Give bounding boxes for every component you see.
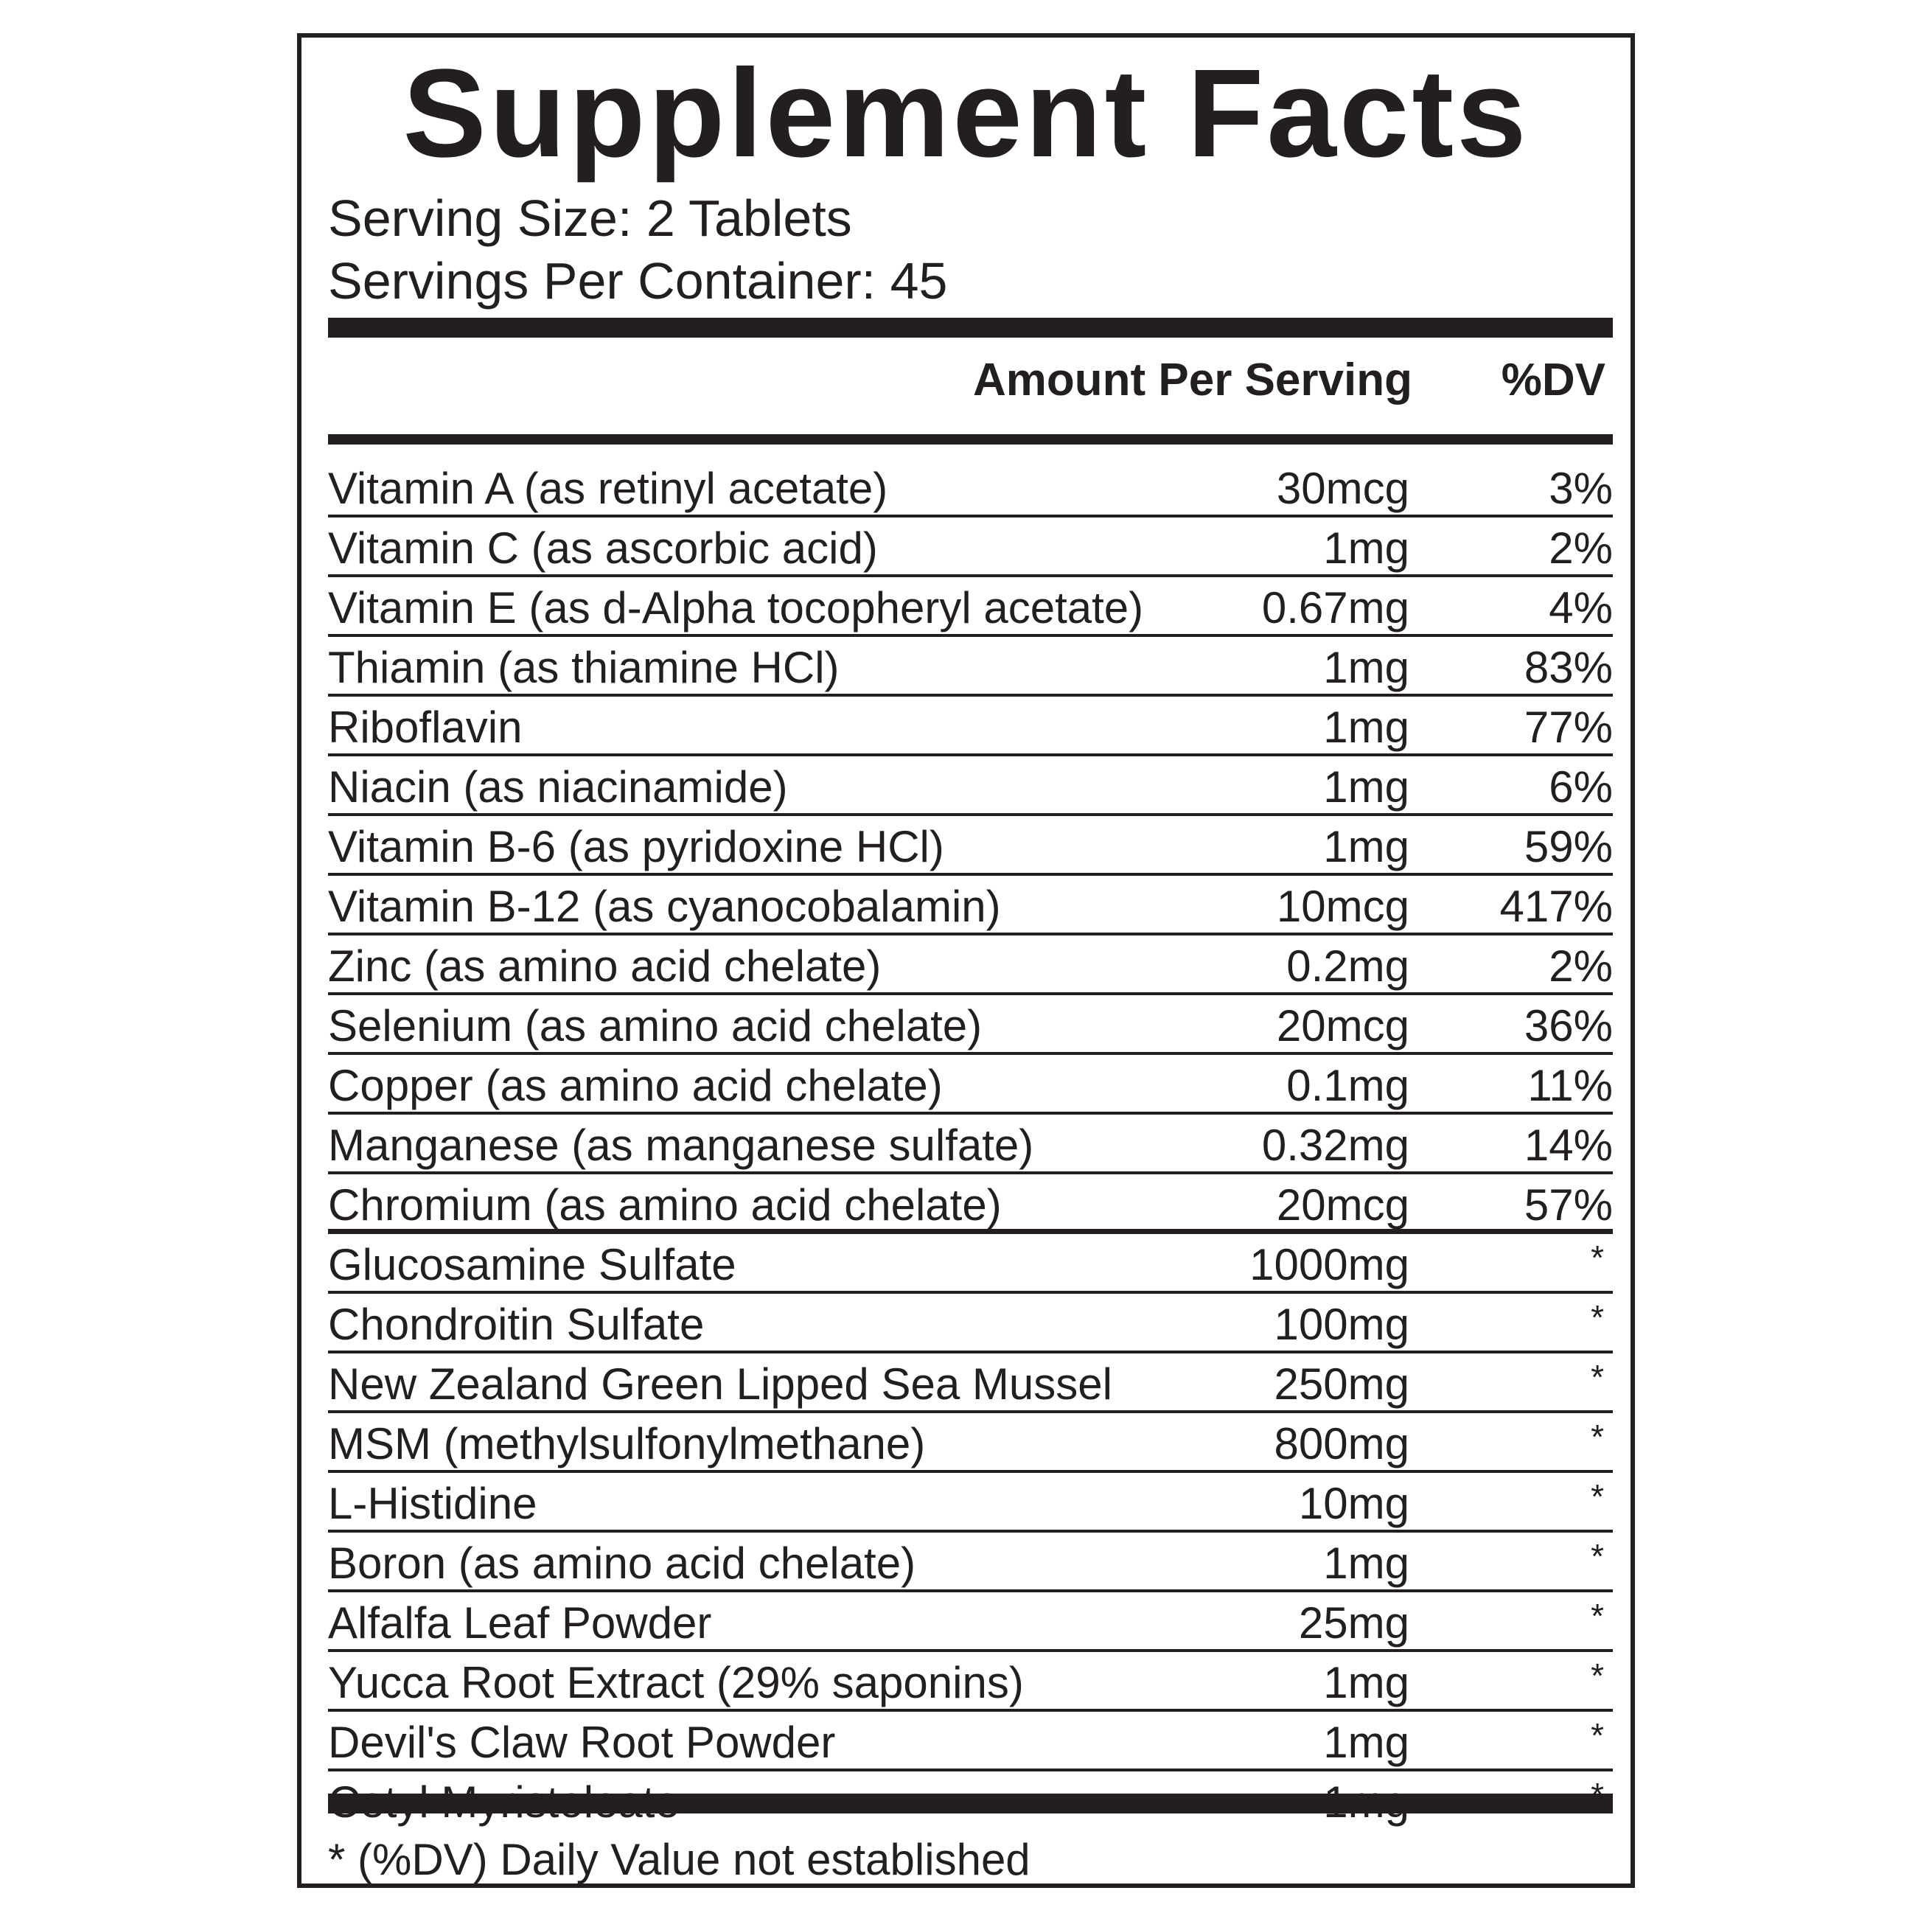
table-row <box>328 876 1613 935</box>
ingredient-name: Vitamin C (as ascorbic acid) <box>328 523 878 573</box>
table-row <box>328 697 1613 756</box>
table-row <box>328 1115 1613 1174</box>
ingredient-amount: 800mg <box>1274 1419 1409 1468</box>
ingredient-dv: * <box>1591 1597 1604 1635</box>
ingredient-amount: 20mcg <box>1276 1180 1409 1230</box>
ingredient-dv: * <box>1591 1238 1604 1277</box>
ingredient-amount: 0.67mg <box>1261 583 1409 633</box>
ingredient-dv: * <box>1591 1656 1604 1695</box>
serving-size: Serving Size: 2 Tablets <box>328 189 852 247</box>
ingredient-amount: 1mg <box>1323 762 1409 812</box>
table-row <box>328 577 1613 637</box>
ingredient-dv: * <box>1591 1298 1604 1337</box>
table-row <box>328 1473 1613 1533</box>
table-row <box>328 458 1613 518</box>
ingredient-name: Riboflavin <box>328 703 523 752</box>
ingredient-name: New Zealand Green Lipped Sea Mussel <box>328 1359 1112 1409</box>
ingredient-dv: 4% <box>1549 583 1613 633</box>
ingredient-name: Glucosamine Sulfate <box>328 1240 736 1289</box>
ingredient-dv: 2% <box>1549 523 1613 573</box>
ingredient-amount: 1mg <box>1323 703 1409 752</box>
ingredient-dv: * <box>1591 1418 1604 1456</box>
amount-per-serving-header: Amount Per Serving <box>973 355 1412 405</box>
ingredient-name: Selenium (as amino acid chelate) <box>328 1001 983 1050</box>
ingredient-amount: 20mcg <box>1276 1001 1409 1050</box>
ingredient-amount: 0.2mg <box>1286 941 1409 991</box>
table-row <box>328 935 1613 995</box>
ingredient-name: Copper (as amino acid chelate) <box>328 1061 943 1110</box>
ingredient-amount: 0.1mg <box>1286 1061 1409 1110</box>
ingredient-dv: * <box>1591 1477 1604 1516</box>
table-row <box>328 816 1613 876</box>
ingredient-amount: 1mg <box>1323 822 1409 871</box>
table-row <box>328 1353 1613 1413</box>
table-row <box>328 756 1613 816</box>
nutrient-table <box>328 458 1613 1831</box>
ingredient-amount: 1000mg <box>1249 1240 1409 1289</box>
ingredient-dv: 36% <box>1524 1001 1613 1050</box>
ingredient-name: Zinc (as amino acid chelate) <box>328 941 882 991</box>
ingredient-dv: 57% <box>1524 1180 1613 1230</box>
ingredient-amount: 250mg <box>1274 1359 1409 1409</box>
ingredient-amount: 10mg <box>1298 1479 1409 1528</box>
servings-per-container: Servings Per Container: 45 <box>328 252 948 310</box>
table-row <box>328 995 1613 1055</box>
table-row <box>328 1294 1613 1353</box>
table-row <box>328 1234 1613 1294</box>
table-row <box>328 1712 1613 1771</box>
ingredient-amount: 10mcg <box>1276 882 1409 931</box>
ingredient-dv: 6% <box>1549 762 1613 812</box>
table-row <box>328 1174 1613 1234</box>
table-row <box>328 1652 1613 1712</box>
table-row <box>328 1592 1613 1652</box>
ingredient-name: Vitamin B-12 (as cyanocobalamin) <box>328 882 1001 931</box>
bottom-divider <box>328 1794 1613 1813</box>
ingredient-name: L-Histidine <box>328 1479 537 1528</box>
table-row <box>328 1533 1613 1592</box>
ingredient-dv: 59% <box>1524 822 1613 871</box>
top-divider <box>328 318 1613 338</box>
ingredient-dv: * <box>1591 1358 1604 1396</box>
ingredient-name: Devil's Claw Root Powder <box>328 1718 836 1767</box>
header-divider <box>328 434 1613 445</box>
panel-title: Supplement Facts <box>402 43 1530 184</box>
ingredient-dv: 11% <box>1527 1061 1613 1110</box>
table-row <box>328 1413 1613 1473</box>
ingredient-amount: 0.32mg <box>1261 1121 1409 1170</box>
ingredient-amount: 30mcg <box>1276 464 1409 513</box>
ingredient-name: Manganese (as manganese sulfate) <box>328 1121 1034 1170</box>
supplement-facts-panel <box>297 33 1635 1888</box>
ingredient-dv: 3% <box>1549 464 1613 513</box>
ingredient-dv: 77% <box>1524 703 1613 752</box>
ingredient-name: Vitamin E (as d-Alpha tocopheryl acetate) <box>328 583 1144 633</box>
ingredient-dv: 417% <box>1499 882 1613 931</box>
ingredient-name: MSM (methylsulfonylmethane) <box>328 1419 926 1468</box>
ingredient-amount: 1mg <box>1323 1658 1409 1707</box>
ingredient-name: Boron (as amino acid chelate) <box>328 1539 916 1588</box>
ingredient-dv: * <box>1591 1537 1604 1575</box>
ingredient-name: Alfalfa Leaf Powder <box>328 1598 712 1648</box>
table-row <box>328 637 1613 697</box>
ingredient-amount: 100mg <box>1274 1300 1409 1349</box>
table-row <box>328 1055 1613 1115</box>
ingredient-name: Thiamin (as thiamine HCl) <box>328 643 840 692</box>
ingredient-dv: 2% <box>1549 941 1613 991</box>
column-header <box>328 347 1613 414</box>
ingredient-amount: 25mg <box>1298 1598 1409 1648</box>
dv-header: %DV <box>1501 355 1605 405</box>
table-row <box>328 518 1613 577</box>
ingredient-amount: 1mg <box>1323 523 1409 573</box>
ingredient-amount: 1mg <box>1323 1718 1409 1767</box>
ingredient-amount: 1mg <box>1323 643 1409 692</box>
footnote: * (%DV) Daily Value not established <box>328 1835 1030 1884</box>
ingredient-dv: * <box>1591 1716 1604 1754</box>
ingredient-name: Vitamin B-6 (as pyridoxine HCl) <box>328 822 944 871</box>
ingredient-name: Niacin (as niacinamide) <box>328 762 788 812</box>
ingredient-name: Chromium (as amino acid chelate) <box>328 1180 1002 1230</box>
ingredient-name: Yucca Root Extract (29% saponins) <box>328 1658 1024 1707</box>
ingredient-dv: 14% <box>1524 1121 1613 1170</box>
ingredient-name: Vitamin A (as retinyl acetate) <box>328 464 888 513</box>
ingredient-amount: 1mg <box>1323 1539 1409 1588</box>
ingredient-dv: 83% <box>1524 643 1613 692</box>
ingredient-name: Chondroitin Sulfate <box>328 1300 705 1349</box>
